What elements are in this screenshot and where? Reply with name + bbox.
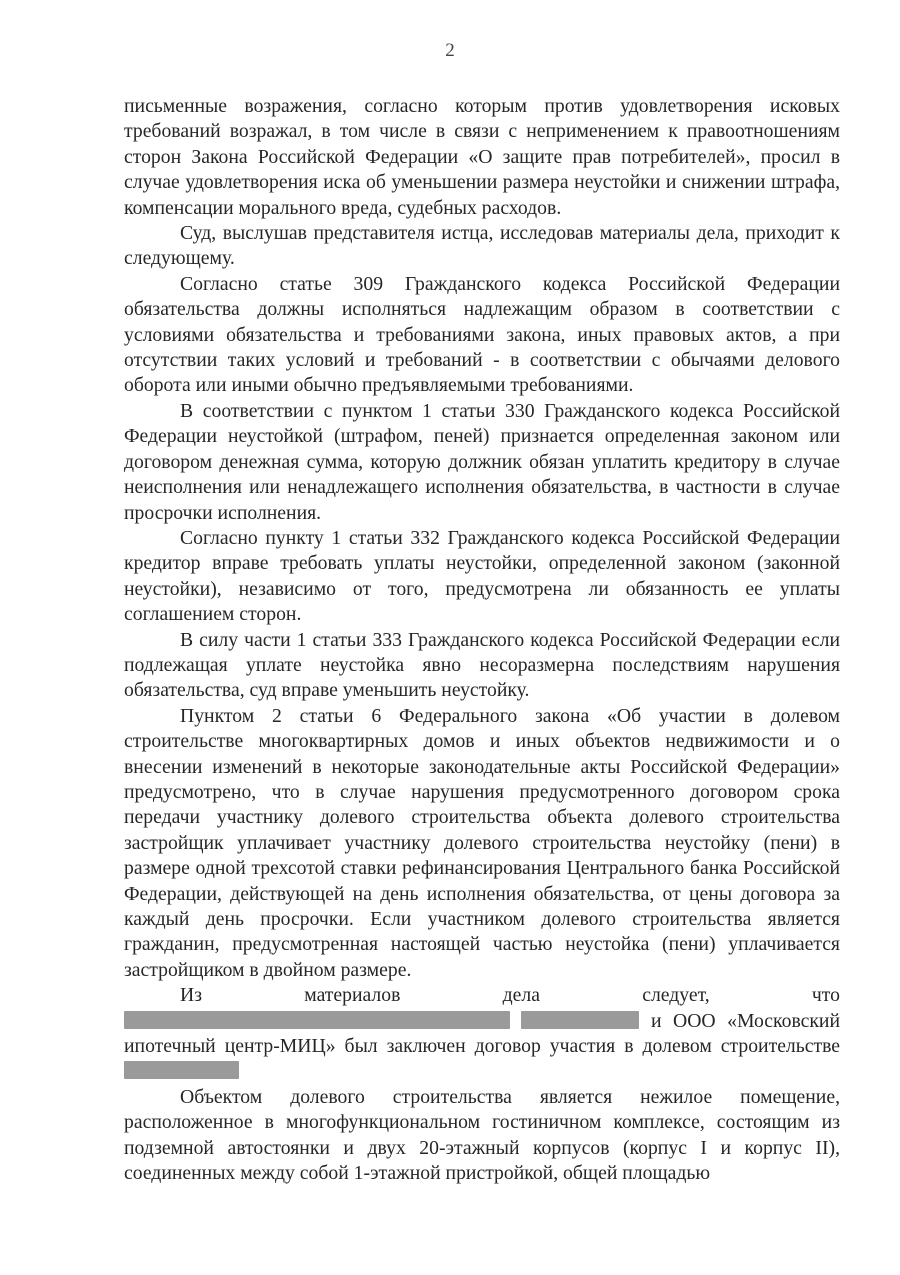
paragraph-object-description: Объектом долевого строительства является нежилое помещение, расположенное в многофункциональном гостиничном комплексе, состоящим из подземной автостоянки и двух 20-этажный корпусов (корпус I и корпус II), соединенных между собой 1-этажной пристройкой, общей площадью: [124, 1085, 840, 1185]
paragraph-case-materials: [124, 983, 840, 1085]
paragraph-article-309: Согласно статье 309 Гражданского кодекса Российской Федерации обязательства должны исполняться надлежащим образом в соответствии с условиями обязательства и требованиями закона, иных правовых актов, а при отсутствии таких условий и требований - в соответствии с обычаями делового оборота или иными обычно предъявляемыми требованиями.: [124, 272, 840, 397]
case-materials-lead: Из материалов дела следует, что: [180, 984, 840, 1007]
document-body: [124, 94, 840, 1186]
redaction-block: [521, 1011, 639, 1029]
paragraph-article-330: В соответствии с пунктом 1 статьи 330 Гражданского кодекса Российской Федерации неустойкой (штрафом, пеней) признается определенная законом или договором денежная сумма, которую должник обязан уплатить кредитору в случае неисполнения или ненадлежащего исполнения обязательства, в частности в случае просрочки исполнения.: [124, 399, 840, 524]
redaction-block: [124, 1011, 510, 1029]
page-number: 2: [445, 40, 455, 61]
paragraph-article-332: Согласно пункту 1 статьи 332 Гражданского кодекса Российской Федерации кредитор вправе требовать уплаты неустойки, определенной законом (законной неустойки), независимо от того, предусмотрена ли обязанность ее уплаты соглашением сторон.: [124, 526, 840, 626]
paragraph-federal-law: Пунктом 2 статьи 6 Федерального закона «Об участии в долевом строительстве многоквартирных домов и иных объектов недвижимости и о внесении изменений в некоторые законодательные акты Российской Федерации» предусмотрено, что в случае нарушения предусмотренного договором срока передачи участнику долевого строительства объекта долевого строительства застройщик уплачивает участнику долевого строительства неустойку (пени) в размере одной трехсотой ставки рефинансирования Центрального банка Российской Федерации, действующей на день исполнения обязательства, от цены договора за каждый день просрочки. Если участником долевого строительства является гражданин, предусмотренная настоящей частью неустойка (пени) уплачивается застройщиком в двойном размере.: [124, 704, 840, 981]
paragraph-article-333: В силу части 1 статьи 333 Гражданского кодекса Российской Федерации если подлежащая уплате неустойка явно несоразмерна последствиям нарушения обязательства, суд вправе уменьшить неустойку.: [124, 628, 840, 702]
paragraph-objections: письменные возражения, согласно которым против удовлетворения исковых требований возражал, в том числе в связи с неприменением к правоотношениям сторон Закона Российской Федерации «О защите прав потребителей», просил в случае удовлетворения иска об уменьшении размера неустойки и снижении штрафа, компенсации морального вреда, судебных расходов.: [124, 95, 840, 219]
redaction-block: [124, 1061, 239, 1079]
case-materials-contract: и ООО «Московский ипотечный центр-МИЦ» был заключен договор участия в долевом строительстве: [124, 1009, 841, 1058]
paragraph-court-hearing: Суд, выслушав представителя истца, исследовав материалы дела, приходит к следующему.: [124, 222, 840, 270]
